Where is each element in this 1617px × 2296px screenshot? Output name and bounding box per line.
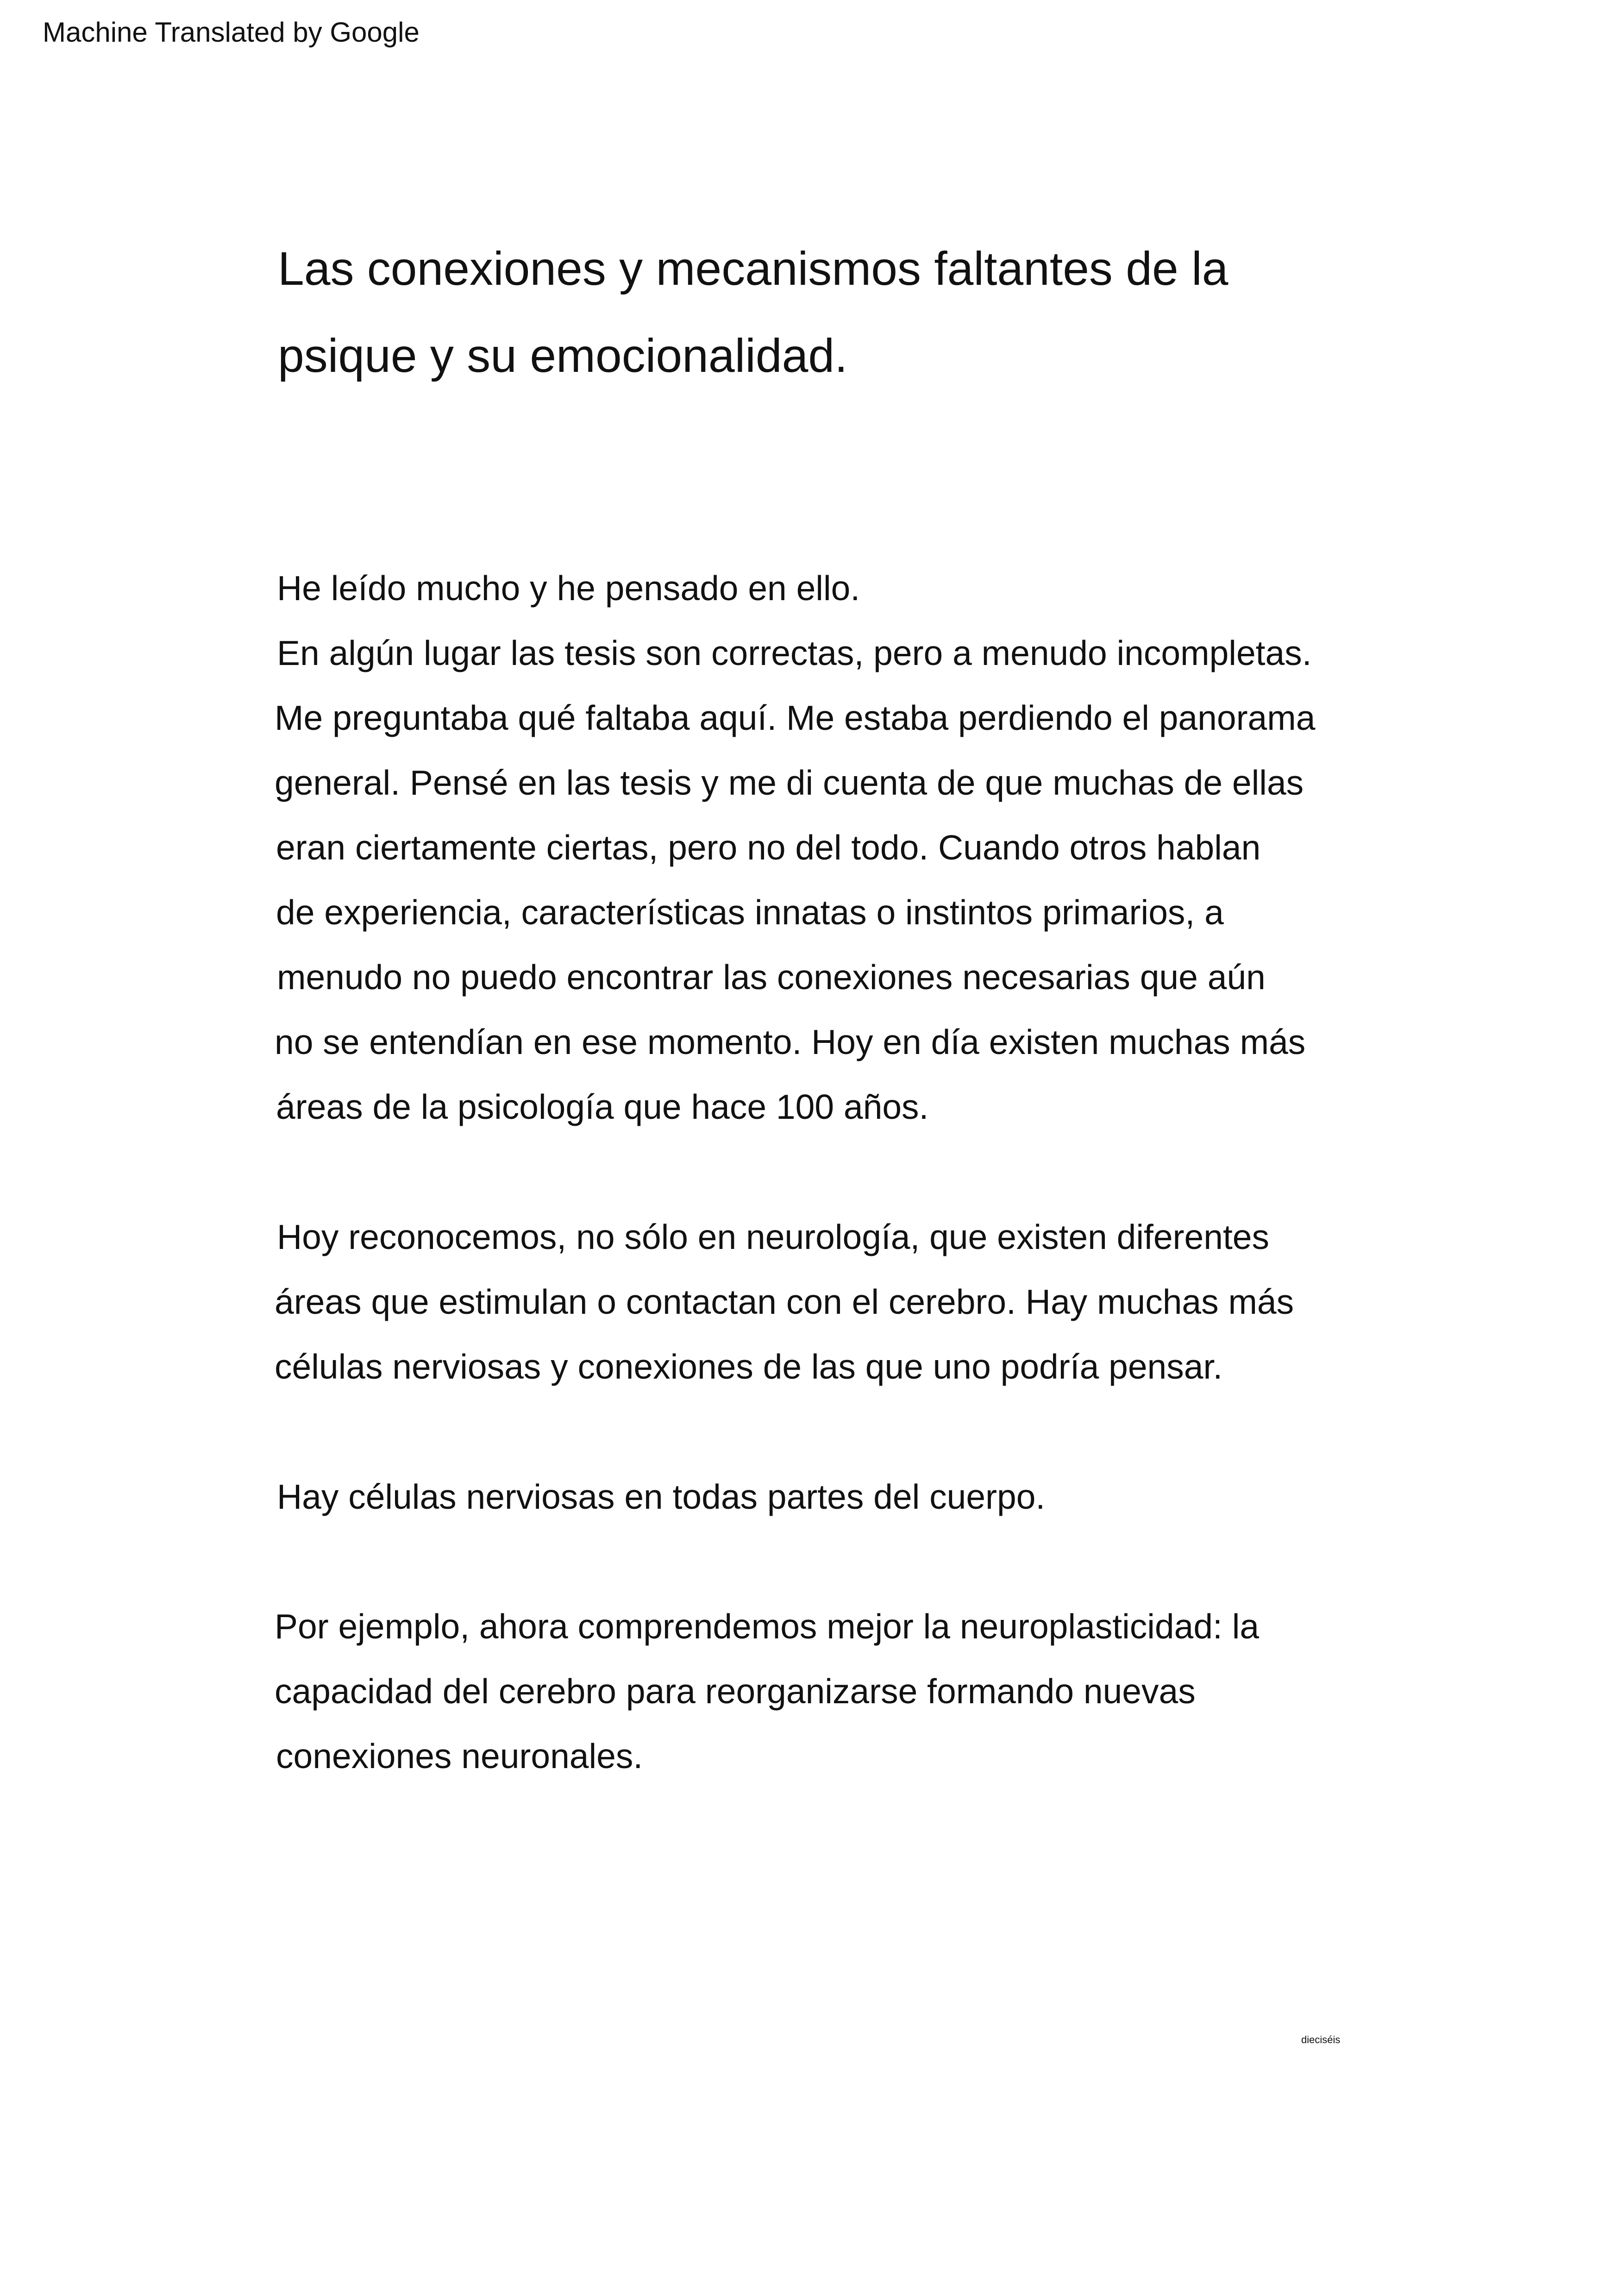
text-line: conexiones neuronales. [276, 1737, 643, 1775]
text-line: menudo no puedo encontrar las conexiones necesarias que aún [277, 958, 1266, 997]
text-line: áreas que estimulan o contactan con el cerebro. Hay muchas más [275, 1282, 1294, 1321]
text-line: Me preguntaba qué faltaba aquí. Me estaba perdiendo el panorama [275, 698, 1316, 737]
text-line: áreas de la psicología que hace 100 años. [276, 1087, 929, 1126]
text-line: Por ejemplo, ahora comprendemos mejor la neuroplasticidad: la [275, 1607, 1260, 1646]
text-line: de experiencia, características innatas o instintos primarios, a [276, 893, 1224, 932]
text-line: Hay células nerviosas en todas partes del cuerpo. [277, 1477, 1046, 1516]
text-line: células nerviosas y conexiones de las que uno podría pensar. [275, 1347, 1223, 1386]
title-line: psique y su emocionalidad. [278, 329, 848, 382]
text-line: Hoy reconocemos, no sólo en neurología, que existen diferentes [277, 1217, 1269, 1256]
page-number: dieciséis [1301, 2034, 1341, 2045]
text-line: capacidad del cerebro para reorganizarse formando nuevas [275, 1672, 1196, 1711]
text-line: He leído mucho y he pensado en ello. [277, 569, 860, 608]
translation-banner: Machine Translated by Google [43, 17, 420, 48]
title-line: Las conexiones y mecanismos faltantes de la [278, 242, 1228, 295]
text-line: no se entendían en ese momento. Hoy en día existen muchas más [275, 1023, 1306, 1061]
text-line: En algún lugar las tesis son correctas, pero a menudo incompletas. [277, 634, 1312, 672]
text-line: general. Pensé en las tesis y me di cuenta de que muchas de ellas [275, 763, 1304, 802]
text-line: eran ciertamente ciertas, pero no del todo. Cuando otros hablan [276, 828, 1261, 867]
